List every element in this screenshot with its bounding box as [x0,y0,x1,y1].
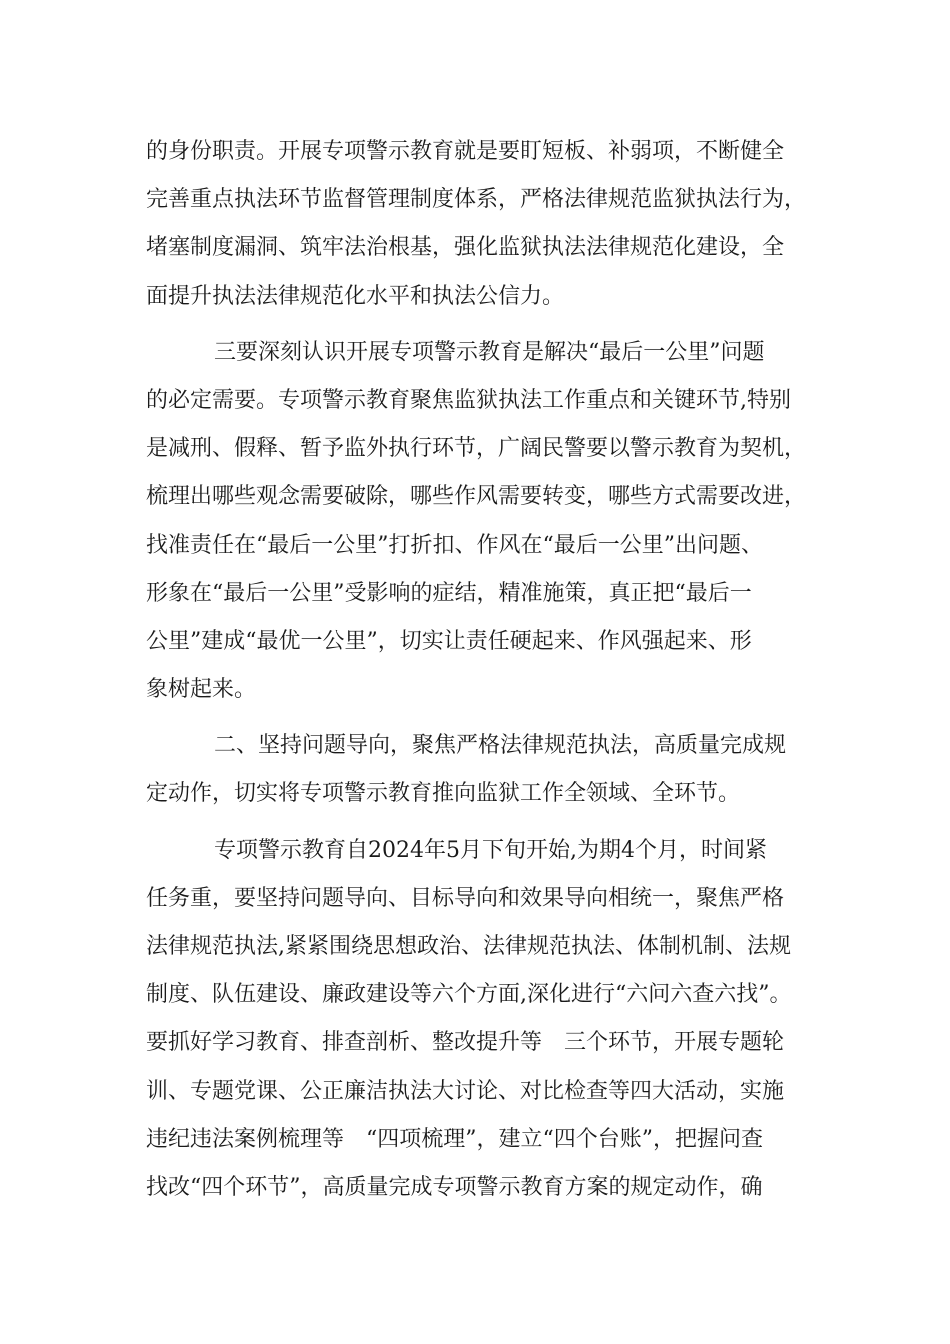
text-line: 完善重点执法环节监督管理制度体系，严格法律规范监狱执法行为， [146,187,807,213]
text-line: 找改“四个环节”，高质量完成专项警示教育方案的规定动作，确 [146,1174,763,1200]
text-line: 形象在“最后一公里”受影响的症结，精准施策，真正把“最后一 [146,580,752,606]
text-line: 堵塞制度漏洞、筑牢法治根基，强化监狱执法法律规范化建设，全 [146,235,785,261]
text-line: 任务重，要坚持问题导向、目标导向和效果导向相统一，聚焦严格 [146,885,785,911]
paragraph-gap [146,321,806,329]
text-line: 二、坚持问题导向，聚焦严格法律规范执法，高质量完成规 [214,733,787,759]
text-line: 训、专题党课、公正廉洁执法大讨论、对比检查等四大活动，实施 [146,1078,785,1104]
text-line: 法律规范执法,紧紧围绕思想政治、法律规范执法、体制机制、法规 [146,934,791,959]
text-line: 要抓好学习教育、排查剖析、整改提升等 三个环节，开展专题轮 [146,1030,785,1056]
document-body [146,128,806,1212]
paragraph-schedule [146,827,806,1213]
text-line: 象树起来。 [146,677,257,703]
text-line: 公里”建成“最优一公里”，切实让责任硬起来、作风强起来、形 [146,628,752,654]
text-line: 梳理出哪些观念需要破除，哪些作风需要转变，哪些方式需要改进， [146,484,807,510]
text-line: 定动作，切实将专项警示教育推向监狱工作全领域、全环节。 [146,781,741,807]
paragraph-gap [146,714,806,722]
section-heading-two [146,722,806,818]
paragraph-continuation [146,128,806,321]
text-line: 的必定需要。专项警示教育聚焦监狱执法工作重点和关键环节,特别 [146,387,791,413]
text-line: 制度、队伍建设、廉政建设等六个方面,深化进行“六问六查六找”。 [146,982,792,1008]
text-line: 专项警示教育自2024年5月下旬开始,为期4个月，时间紧 [214,837,767,863]
text-line: 违纪违法案例梳理等 “四项梳理”，建立“四个台账”，把握问查 [146,1126,763,1152]
text-line: 的身份职责。开展专项警示教育就是要盯短板、补弱项，不断健全 [146,139,785,164]
paragraph-three [146,329,806,715]
text-line: 三要深刻认识开展专项警示教育是解决“最后一公里”问题 [214,339,765,365]
paragraph-gap [146,819,806,827]
text-line: 面提升执法法律规范化水平和执法公信力。 [146,283,565,309]
text-line: 找准责任在“最后一公里”打折扣、作风在“最后一公里”出问题、 [146,532,763,558]
text-line: 是减刑、假释、暂予监外执行环节，广阔民警要以警示教育为契机， [146,436,807,462]
